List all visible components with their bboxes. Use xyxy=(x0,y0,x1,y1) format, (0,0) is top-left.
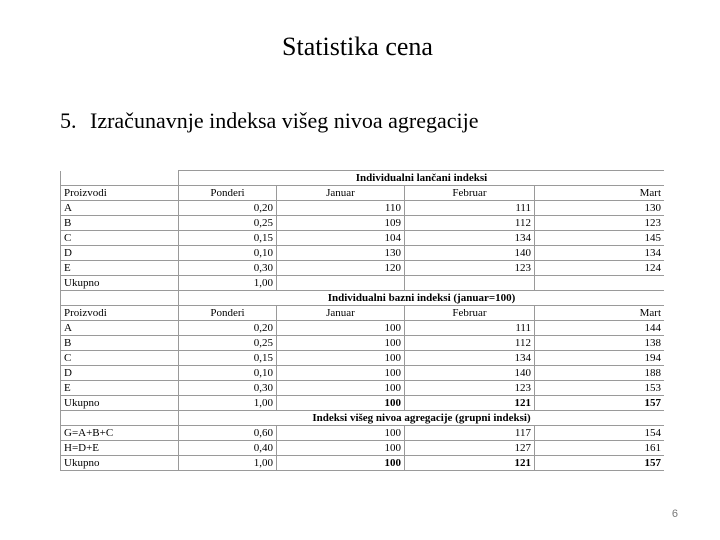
value-cell: 145 xyxy=(535,231,665,246)
section-title: Individualni bazni indeksi (januar=100) xyxy=(179,291,665,306)
value-cell: 0,25 xyxy=(179,216,277,231)
product-cell: E xyxy=(61,261,179,276)
section-heading-row xyxy=(61,171,665,186)
column-header: Ponderi xyxy=(179,186,277,201)
value-cell: 140 xyxy=(405,366,535,381)
value-cell: 100 xyxy=(277,321,405,336)
total-row xyxy=(61,396,665,411)
total-value: 157 xyxy=(535,456,665,471)
blank-cell xyxy=(61,411,179,426)
product-cell: G=A+B+C xyxy=(61,426,179,441)
page-number: 6 xyxy=(671,508,678,520)
table-row xyxy=(61,231,665,246)
section-heading xyxy=(60,108,478,134)
section-number: 5. xyxy=(60,108,77,133)
value-cell: 0,30 xyxy=(179,381,277,396)
total-value: 157 xyxy=(535,396,665,411)
value-cell: 100 xyxy=(277,441,405,456)
value-cell: 123 xyxy=(405,381,535,396)
value-cell: 112 xyxy=(405,216,535,231)
total-label: Ukupno xyxy=(61,396,179,411)
value-cell: 100 xyxy=(277,426,405,441)
value-cell: 0,30 xyxy=(179,261,277,276)
value-cell: 0,40 xyxy=(179,441,277,456)
value-cell: 117 xyxy=(405,426,535,441)
column-header: Mart xyxy=(535,306,665,321)
value-cell: 100 xyxy=(277,381,405,396)
value-cell: 127 xyxy=(405,441,535,456)
value-cell: 154 xyxy=(535,426,665,441)
value-cell: 124 xyxy=(535,261,665,276)
value-cell: 134 xyxy=(405,231,535,246)
column-header: Ponderi xyxy=(179,306,277,321)
value-cell: 144 xyxy=(535,321,665,336)
product-cell: C xyxy=(61,231,179,246)
value-cell: 120 xyxy=(277,261,405,276)
value-cell: 112 xyxy=(405,336,535,351)
value-cell: 188 xyxy=(535,366,665,381)
column-header: Februar xyxy=(405,186,535,201)
total-value: 100 xyxy=(277,396,405,411)
table-row xyxy=(61,201,665,216)
column-header: Januar xyxy=(277,306,405,321)
column-header-row xyxy=(61,186,665,201)
section-heading-row xyxy=(61,411,665,426)
total-value xyxy=(405,276,535,291)
value-cell: 134 xyxy=(405,351,535,366)
value-cell: 111 xyxy=(405,321,535,336)
total-label: Ukupno xyxy=(61,456,179,471)
product-cell: H=D+E xyxy=(61,441,179,456)
table-row xyxy=(61,321,665,336)
value-cell: 138 xyxy=(535,336,665,351)
table-row xyxy=(61,366,665,381)
value-cell: 123 xyxy=(535,216,665,231)
table-row xyxy=(61,216,665,231)
value-cell: 0,15 xyxy=(179,351,277,366)
value-cell: 194 xyxy=(535,351,665,366)
total-value: 1,00 xyxy=(179,396,277,411)
column-header: Proizvodi xyxy=(61,306,179,321)
value-cell: 104 xyxy=(277,231,405,246)
total-value: 1,00 xyxy=(179,276,277,291)
value-cell: 130 xyxy=(535,201,665,216)
total-row xyxy=(61,456,665,471)
total-label: Ukupno xyxy=(61,276,179,291)
table-row xyxy=(61,351,665,366)
product-cell: A xyxy=(61,201,179,216)
value-cell: 153 xyxy=(535,381,665,396)
value-cell: 100 xyxy=(277,336,405,351)
value-cell: 123 xyxy=(405,261,535,276)
value-cell: 111 xyxy=(405,201,535,216)
table-row xyxy=(61,246,665,261)
column-header-row xyxy=(61,306,665,321)
total-value: 121 xyxy=(405,456,535,471)
value-cell: 130 xyxy=(277,246,405,261)
value-cell: 161 xyxy=(535,441,665,456)
value-cell: 134 xyxy=(535,246,665,261)
slide-title: Statistika cena xyxy=(282,32,433,61)
column-header: Proizvodi xyxy=(61,186,179,201)
total-value: 100 xyxy=(277,456,405,471)
value-cell: 0,10 xyxy=(179,246,277,261)
table-row xyxy=(61,426,665,441)
product-cell: B xyxy=(61,216,179,231)
section-title: Indeksi višeg nivoa agregacije (grupni indeksi) xyxy=(179,411,665,426)
value-cell: 109 xyxy=(277,216,405,231)
total-value: 121 xyxy=(405,396,535,411)
product-cell: D xyxy=(61,366,179,381)
table-row xyxy=(61,381,665,396)
total-value: 1,00 xyxy=(179,456,277,471)
section-text: Izračunavnje indeksa višeg nivoa agregacije xyxy=(90,108,479,133)
product-cell: D xyxy=(61,246,179,261)
index-table-image xyxy=(60,170,664,492)
index-table xyxy=(60,170,664,471)
table-row xyxy=(61,441,665,456)
table-row xyxy=(61,336,665,351)
blank-cell xyxy=(61,291,179,306)
value-cell: 0,25 xyxy=(179,336,277,351)
value-cell: 100 xyxy=(277,351,405,366)
table-row xyxy=(61,261,665,276)
product-cell: C xyxy=(61,351,179,366)
product-cell: E xyxy=(61,381,179,396)
product-cell: A xyxy=(61,321,179,336)
value-cell: 0,10 xyxy=(179,366,277,381)
product-cell: B xyxy=(61,336,179,351)
value-cell: 0,20 xyxy=(179,321,277,336)
total-value xyxy=(535,276,665,291)
value-cell: 140 xyxy=(405,246,535,261)
total-value xyxy=(277,276,405,291)
value-cell: 100 xyxy=(277,366,405,381)
blank-cell xyxy=(61,171,179,186)
value-cell: 0,15 xyxy=(179,231,277,246)
value-cell: 0,20 xyxy=(179,201,277,216)
section-heading-row xyxy=(61,291,665,306)
column-header: Februar xyxy=(405,306,535,321)
value-cell: 0,60 xyxy=(179,426,277,441)
section-title: Individualni lančani indeksi xyxy=(179,171,665,186)
total-row xyxy=(61,276,665,291)
column-header: Januar xyxy=(277,186,405,201)
column-header: Mart xyxy=(535,186,665,201)
value-cell: 110 xyxy=(277,201,405,216)
